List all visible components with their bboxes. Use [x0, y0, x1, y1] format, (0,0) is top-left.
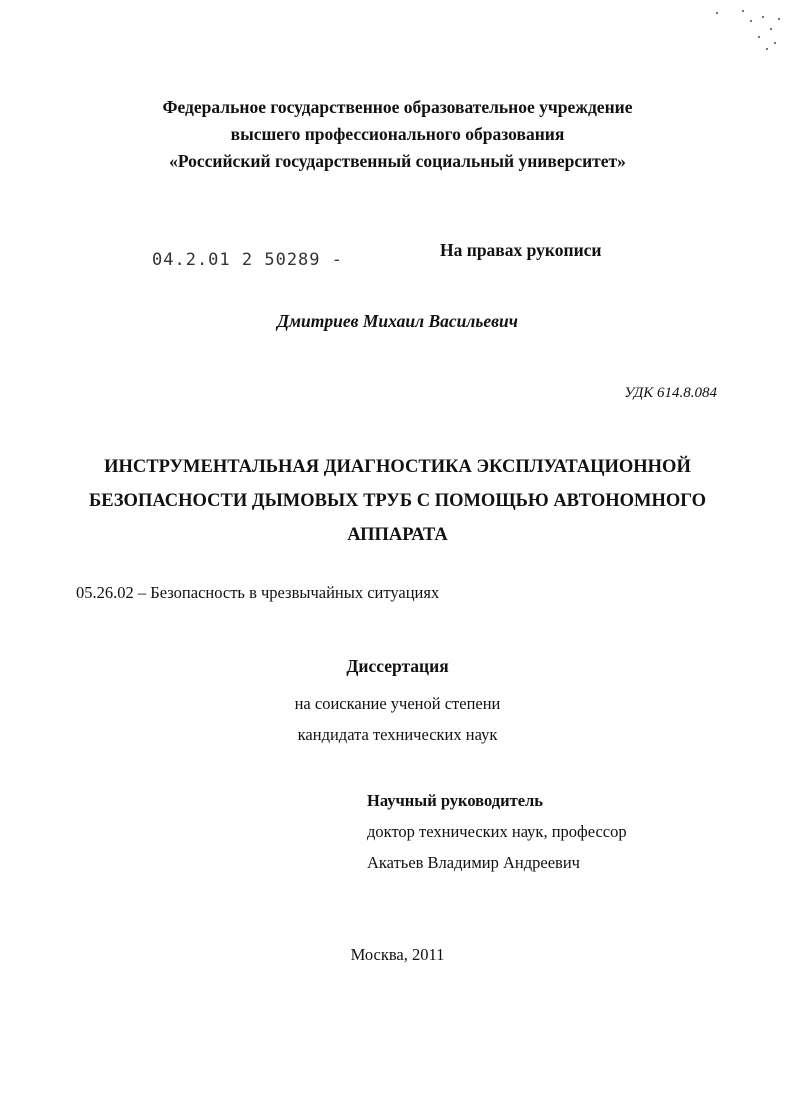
title-line-3: АППАРАТА: [347, 525, 448, 545]
degree-line-2: кандидата технических наук: [297, 725, 498, 744]
archive-stamp-number: 04.2.01 2 50289 -: [152, 250, 343, 270]
institution-line-3: «Российский государственный социальный университет»: [169, 151, 626, 171]
advisor-degree: доктор технических наук, профессор: [367, 822, 627, 841]
degree-line-1: на соискание ученой степени: [294, 694, 501, 713]
place-year: Москва, 2011: [350, 945, 445, 964]
udk-code: УДК 614.8.084: [624, 385, 717, 401]
institution-block: [0, 94, 795, 175]
degree-block: [0, 688, 795, 750]
advisor-name: Акатьев Владимир Андреевич: [367, 853, 580, 872]
document-type: Диссертация: [346, 656, 449, 676]
author-name: Дмитриев Михаил Васильевич: [277, 311, 518, 331]
advisor-label: Научный руководитель: [367, 791, 543, 810]
scan-speckles: [712, 8, 792, 58]
title-line-1: ИНСТРУМЕНТАЛЬНАЯ ДИАГНОСТИКА ЭКСПЛУАТАЦИОННОЙ: [104, 457, 691, 477]
dissertation-title: [0, 450, 795, 552]
title-line-2: БЕЗОПАСНОСТИ ДЫМОВЫХ ТРУБ С ПОМОЩЬЮ АВТОНОМНОГО: [89, 491, 706, 511]
advisor-block: [367, 785, 627, 878]
institution-line-1: Федеральное государственное образовательное учреждение: [162, 97, 633, 117]
institution-line-2: высшего профессионального образования: [230, 124, 565, 144]
specialty-code: 05.26.02 – Безопасность в чрезвычайных ситуациях: [76, 583, 440, 602]
manuscript-note: На правах рукописи: [440, 240, 602, 260]
